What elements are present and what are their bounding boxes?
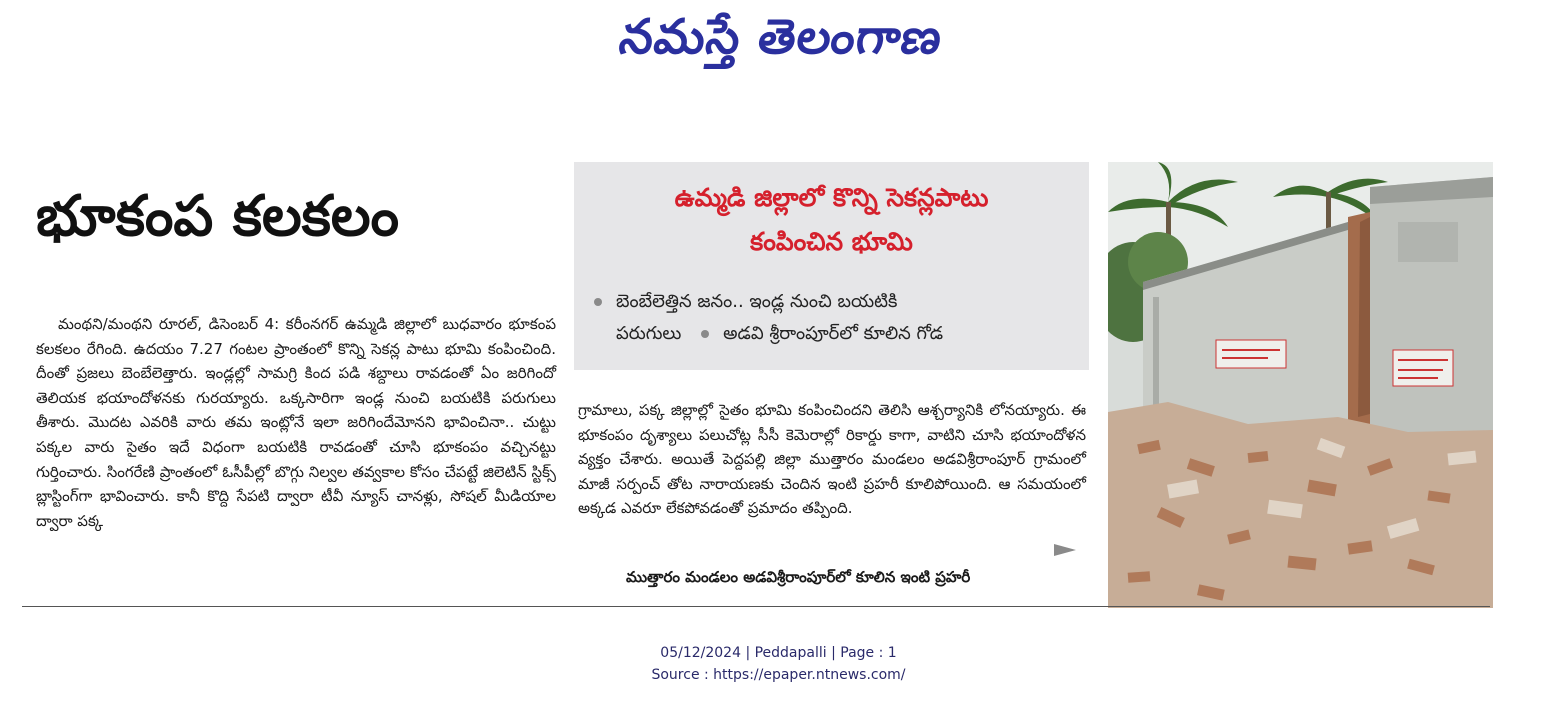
- page-footer: [0, 642, 1557, 686]
- bullet-dot-icon: [701, 330, 709, 338]
- subhead-line-2: కంపించిన భూమి: [750, 227, 913, 256]
- divider-rule: [22, 606, 1490, 607]
- masthead: [560, 6, 1000, 80]
- collapsed-wall-photo: [1108, 162, 1493, 608]
- bullet-item: పరుగులు అడవి శ్రీరాంపూర్‌లో కూలిన గోడ: [616, 323, 944, 344]
- bullet-item: బెంబేలెత్తిన జనం.. ఇండ్ల నుంచి బయటికి: [594, 286, 1074, 318]
- newspaper-title: నమస్తే తెలంగాణ: [615, 9, 947, 65]
- footer-date-edition: 05/12/2024 | Peddapalli | Page : 1: [660, 645, 897, 661]
- photo-caption: ముత్తారం మండలం అడవిశ్రీరాంపూర్‌లో కూలిన ఇంటి ప్రహరీ: [626, 568, 971, 586]
- bullet-dot-icon: [594, 298, 602, 306]
- article-body: [36, 312, 556, 533]
- article-body-paragraph: మంథని/మంథని రూరల్, డిసెంబర్ 4: కరీంనగర్ ఉమ్మడి జిల్లాలో బుధవారం భూకంప కలకలం రేగింది. ఉదయం 7.27 గంటల ప్రాంతంలో కొన్ని సెకన్ల పాటు భూమి కంపించింది. దీంతో ప్రజలు బెంబేలెత్తారు. ఇండ్లల్లో సామగ్రి కింద పడి శబ్దాలు రావడంతో ఏం జరిగిందో తెలియక భయాందోళనకు గురయ్యారు. ఒక్కసారిగా ఇండ్ల నుంచి బయటికి పరుగులు తీశారు. మొదట ఎవరికి వారు తమ ఇంట్లోనే ఇలా జరిగిందేమోనని భావించినా.. చుట్టు పక్కల వారు సైతం ఇదే విధంగా బయటికి రావడంతో చూసి భూకంపం వచ్చినట్టు గుర్తించారు. సింగరేణి ప్రాంతంలో ఓసీపీల్లో బొగ్గు నిల్వల తవ్వకాల కోసం చేపట్టే జిలెటిన్ స్టిక్స్ బ్లాస్టింగ్‌గా భావించారు. కానీ కొద్ది సేపటి ద్వారా టీవీ న్యూస్ చానళ్లు, సోషల్ మీడియాల ద్వారా పక్క: [36, 315, 556, 530]
- article-headline: భూకంప కలకలం: [36, 184, 400, 249]
- footer-source: Source : https://epaper.ntnews.com/: [651, 667, 906, 683]
- subhead: [574, 176, 1089, 264]
- article-continuation: గ్రామాలు, పక్క జిల్లాల్లో సైతం భూమి కంపించిందని తెలిసి ఆశ్చర్యానికి లోనయ్యారు. ఈ భూకంపం దృశ్యాలు పలుచోట్ల సీసీ కెమెరాల్లో రికార్డు కాగా, వాటిని చూసి భయాందోళన వ్యక్తం చేశారు. అయితే పెద్దపల్లి జిల్లా ముత్తారం మండలం అడవిశ్రీరాంపూర్ గ్రామంలో మాజీ సర్పంచ్ తోట నారాయణకు చెందిన ఇంటి ప్రహరీ కూలిపోయింది. ఆ సమయంలో అక్కడ ఎవరూ లేకపోవడంతో ప్రమాదం తప్పింది.: [578, 401, 1086, 518]
- subhead-line-1: ఉమ్మడి జిల్లాలో కొన్ని సెకన్లపాటు: [674, 183, 989, 212]
- subhead-box: [574, 162, 1089, 370]
- highlight-bullets: [594, 286, 1074, 350]
- caption-arrow-icon: [1054, 544, 1076, 556]
